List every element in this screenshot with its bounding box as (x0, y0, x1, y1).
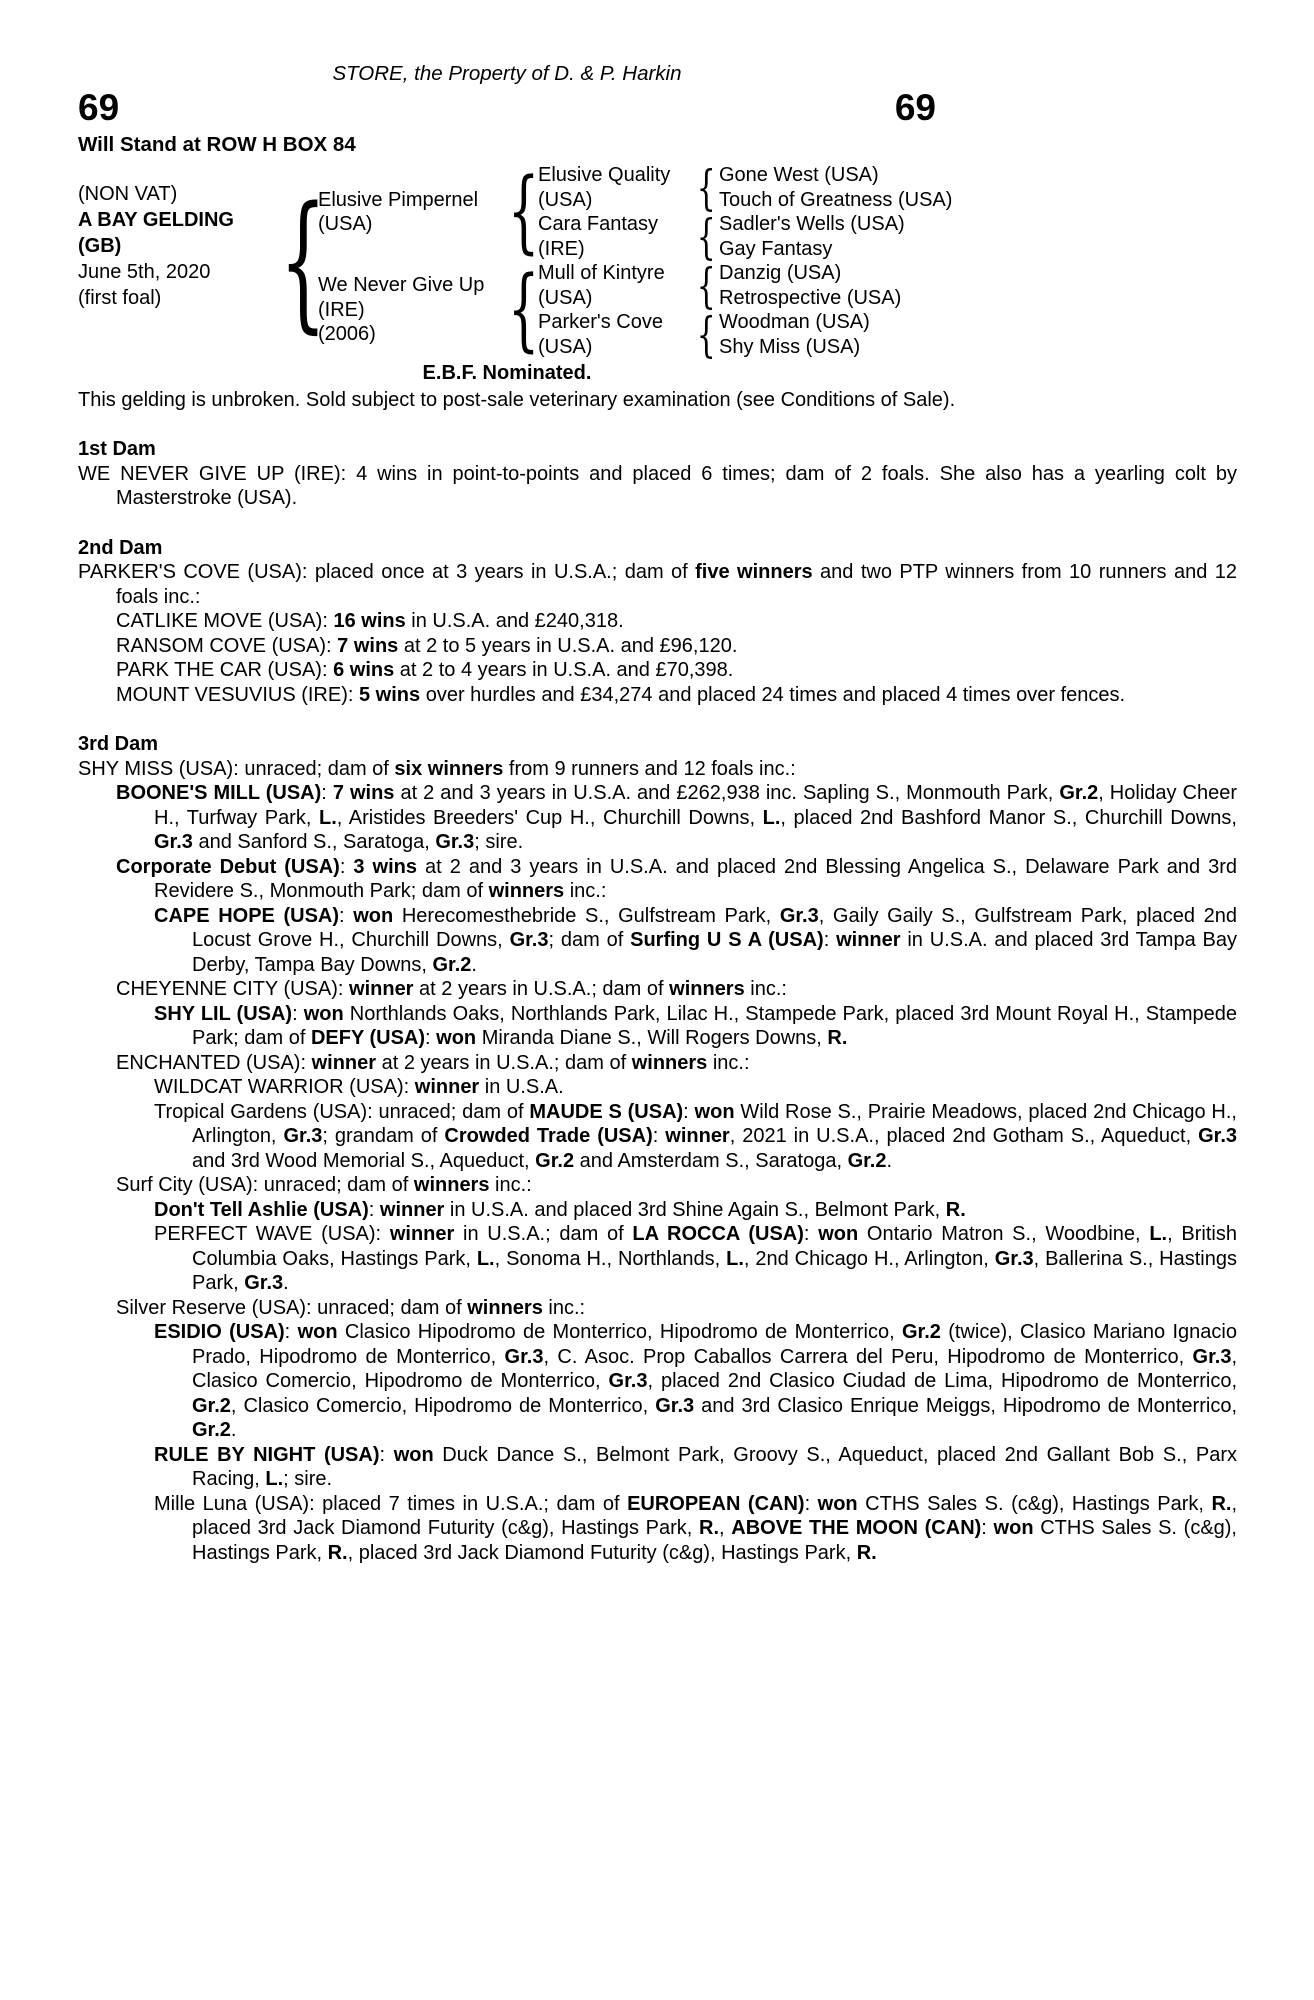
text-segment: winners (488, 880, 565, 902)
text-segment: inc.: (707, 1051, 750, 1074)
text-segment: winners (631, 1051, 708, 1074)
pedigree-name-line: Elusive Pimpernel (318, 188, 479, 211)
text-segment: at 2 years in U.S.A.; dam of (413, 978, 670, 1000)
dam-section-heading: 2nd Dam (78, 536, 163, 559)
page-title: STORE, the Property of D. & P. Harkin (332, 62, 682, 85)
text-segment: Gr.2 (432, 953, 472, 976)
text-segment: at 2 and 3 years in U.S.A. and placed 2nd Blessing Angelica S., Delaware Park and 3rd Revidere S., Monmouth Park; dam of (154, 855, 1237, 902)
text-segment: , Aristides Breeders' Cup H., Churchill Downs, (336, 806, 763, 829)
text-segment: : (683, 1100, 695, 1123)
lot-number-row (78, 88, 936, 128)
text-segment: L. (762, 806, 781, 829)
text-segment: , placed 3rd Jack Diamond Futurity (c&g), Hastings Park, (347, 1541, 857, 1564)
text-segment: PARKER'S COVE (USA): placed once at 3 years in U.S.A.; dam of (78, 561, 696, 583)
text-segment: at 2 to 5 years in U.S.A. and £96,120. (398, 634, 738, 657)
text-segment: L. (476, 1247, 495, 1270)
text-segment: . (886, 1149, 893, 1172)
pedigree-grandparent (538, 310, 693, 359)
text-segment: at 2 to 4 years in U.S.A. and £70,398. (394, 659, 734, 681)
text-segment: Herecomesthebride S., Gulfstream Park, (393, 904, 780, 927)
pedigree-great-grandparent: Touch of Greatness (USA) (719, 188, 953, 211)
pedigree-name-line: (USA) (538, 335, 593, 358)
pedigree-great-grandparent: Retrospective (USA) (719, 286, 902, 309)
text-segment: Gr.2 (535, 1149, 575, 1172)
pedigree-name-line: (USA) (538, 188, 593, 211)
text-segment: Corporate Debut (USA) (116, 855, 340, 878)
text-segment: : (300, 1051, 312, 1074)
text-segment: R. (945, 1198, 966, 1221)
text-segment: Gr.3 (779, 904, 819, 927)
text-segment: ESIDIO (USA) (154, 1321, 285, 1343)
text-segment: winner (414, 1076, 480, 1098)
pedigree-name-line: (USA) (538, 286, 593, 309)
curly-brace-icon: { (696, 306, 716, 363)
dam-section-heading: 3rd Dam (78, 733, 159, 755)
text-segment: RULE BY NIGHT (USA) (154, 1443, 380, 1466)
text-segment: CATLIKE MOVE (USA) (116, 610, 323, 632)
pedigree-name-line: Parker's Cove (538, 311, 663, 333)
text-segment: R. (699, 1517, 719, 1539)
text-segment: WILDCAT WARRIOR (USA) (154, 1076, 404, 1098)
curly-brace-icon: { (696, 257, 716, 314)
text-segment: R. (327, 1541, 348, 1564)
text-segment: inc.: (489, 1174, 532, 1196)
text-segment: L. (318, 806, 337, 829)
text-segment: five winners (695, 561, 813, 583)
text-segment: CTHS Sales S. (c&g), Hastings Park, (192, 1517, 1237, 1564)
text-segment: , Sonoma H., Northlands, (494, 1247, 727, 1270)
text-segment: 16 wins (333, 610, 406, 632)
text-segment: , 2021 in U.S.A., placed 2nd Gotham S., Aqueduct, (729, 1125, 1199, 1147)
pedigree-great-grandparent: Sadler's Wells (USA) (719, 213, 905, 235)
text-segment: , C. Asoc. Prop Caballos Carrera del Peru, Hipodromo de Monterrico, (543, 1345, 1193, 1368)
text-segment: SHY MISS (USA): unraced; dam of (78, 757, 395, 780)
text-segment: Duck Dance S., Belmont Park, Groovy S., Aqueduct, placed 2nd Gallant Bob S., Parx Racing, (192, 1443, 1237, 1490)
pedigree-paragraph (154, 1075, 1237, 1100)
text-segment: Gr.3 (244, 1272, 284, 1294)
text-segment: Crowded Trade (USA) (444, 1125, 653, 1147)
lot-number-left: 69 (78, 87, 120, 128)
pedigree-grid (78, 159, 963, 363)
text-segment: at 2 years in U.S.A.; dam of (376, 1051, 632, 1074)
curly-brace-icon: { (696, 208, 716, 265)
curly-brace-icon: { (279, 175, 327, 347)
text-segment: over hurdles and £34,274 and placed 24 times and placed 4 times over fences. (420, 683, 1126, 706)
text-segment: winner (379, 1198, 445, 1221)
pedigree-brace-gen3 (693, 257, 719, 314)
text-segment: 5 wins (359, 683, 421, 706)
text-segment: R. (827, 1027, 848, 1049)
text-segment: and 3rd Clasico Enrique Meiggs, Hipodromo de Monterrico, (694, 1394, 1237, 1417)
pedigree-paragraph (154, 1222, 1237, 1296)
text-segment: 7 wins (332, 782, 395, 804)
text-segment: : (284, 1321, 298, 1343)
text-segment: L. (726, 1247, 744, 1270)
text-segment: in U.S.A. and placed 3rd Tampa Bay Derby, Tampa Bay Downs, (192, 929, 1237, 976)
curly-brace-icon: { (696, 159, 716, 216)
text-segment: winner (665, 1125, 730, 1147)
pedigree-info-line: (GB) (78, 235, 122, 257)
pedigree-paragraph (116, 634, 1237, 659)
text-segment: Gr.3 (435, 831, 475, 853)
text-segment: . (471, 953, 477, 976)
text-segment: Clasico Hipodromo de Monterrico, Hipodromo de Monterrico, (337, 1321, 902, 1343)
text-segment: , Ballerina S., Hastings Park, (192, 1247, 1237, 1294)
text-segment: : (803, 1223, 819, 1245)
pedigree-grandparent (538, 163, 693, 212)
text-segment: SHY LIL (USA) (154, 1002, 293, 1025)
text-segment: Gr.3 (655, 1394, 695, 1417)
text-segment: ; dam of (548, 929, 631, 951)
text-segment: , British Columbia Oaks, Hastings Park, (192, 1223, 1237, 1270)
pedigree-text-sections (78, 437, 1237, 1565)
text-segment: : (375, 1223, 390, 1245)
text-segment: PARK THE CAR (USA) (116, 659, 322, 681)
text-segment: winners (669, 978, 745, 1000)
text-segment: BOONE'S MILL (USA) (116, 782, 322, 804)
text-segment: : (339, 904, 354, 927)
text-segment: in U.S.A. and placed 3rd Shine Again S., Belmont Park, (444, 1198, 946, 1221)
lot-number-right: 69 (894, 87, 936, 128)
pedigree-info-line: A BAY GELDING (78, 209, 234, 231)
text-segment: LA ROCCA (USA) (632, 1223, 804, 1245)
page-header (78, 62, 936, 157)
pedigree-paragraph (116, 683, 1237, 708)
pedigree-paragraph (154, 1492, 1237, 1566)
pedigree-paragraph (116, 609, 1237, 634)
text-segment: L. (1149, 1223, 1168, 1245)
text-segment: , Gaily Gaily S., Gulfstream Park, placed 2nd Locust Grove H., Churchill Downs, (192, 904, 1238, 951)
pedigree-paragraph (116, 855, 1237, 904)
text-segment: CTHS Sales S. (c&g), Hastings Park, (857, 1492, 1212, 1515)
text-segment: Gr.2 (847, 1149, 887, 1172)
dam-section-heading: 1st Dam (78, 438, 156, 460)
pedigree-paragraph (78, 757, 1237, 782)
text-segment: Gr.2 (901, 1321, 941, 1343)
pedigree-brace-main (279, 163, 327, 359)
text-segment: won (818, 1223, 859, 1245)
text-segment: : (379, 1443, 394, 1466)
pedigree-great-grandparent: Danzig (USA) (719, 262, 842, 284)
text-segment: Gr.3 (994, 1247, 1034, 1270)
text-segment: : (321, 782, 333, 804)
stand-location: Will Stand at ROW H BOX 84 (78, 133, 356, 156)
pedigree-subject-info (78, 163, 288, 359)
text-segment: L. (265, 1468, 284, 1490)
text-segment: R. (856, 1541, 877, 1564)
text-segment: : (403, 1076, 415, 1098)
pedigree-dam (318, 261, 510, 359)
text-segment: at 2 and 3 years in U.S.A. and £262,938 inc. Sapling S., Monmouth Park, (394, 782, 1060, 804)
text-segment: in U.S.A. (479, 1076, 564, 1098)
text-segment: ; grandam of (322, 1125, 445, 1147)
text-segment: . (283, 1272, 289, 1294)
pedigree-brace-gen2 (508, 257, 540, 362)
pedigree-great-grandparent: Shy Miss (USA) (719, 335, 861, 358)
pedigree-paragraph (116, 1296, 1237, 1321)
pedigree-name-line: (IRE) (538, 237, 585, 260)
text-segment: , placed 2nd Bashford Manor S., Churchill Downs, (780, 806, 1237, 829)
text-segment: ; sire. (283, 1468, 333, 1490)
pedigree-sire (318, 163, 510, 261)
text-segment: : (652, 1125, 666, 1147)
text-segment: MAUDE S (USA) (529, 1100, 684, 1123)
text-segment: inc.: (564, 880, 607, 902)
text-segment: , placed 2nd Clasico Ciudad de Lima, Hipodromo de Monterrico, (647, 1370, 1238, 1392)
text-segment: 7 wins (337, 634, 399, 657)
pedigree-great-grandparent: Woodman (USA) (719, 311, 870, 333)
text-segment: Gr.2 (1059, 782, 1099, 804)
ebf-nominated-note: E.B.F. Nominated. (422, 362, 592, 384)
pedigree-paragraph (154, 1443, 1237, 1492)
text-segment: won (694, 1100, 735, 1123)
pedigree-paragraph (154, 1198, 1237, 1223)
text-segment: 6 wins (333, 659, 395, 681)
text-segment: winner (349, 978, 414, 1000)
pedigree-paragraph (154, 1100, 1237, 1174)
pedigree-paragraph (116, 1051, 1237, 1076)
text-segment: PERFECT WAVE (USA) (154, 1223, 376, 1245)
text-segment: inc.: (542, 1296, 586, 1319)
pedigree-info-line: June 5th, 2020 (78, 261, 211, 283)
curly-brace-icon: { (508, 159, 540, 264)
text-segment: : (326, 634, 338, 657)
pedigree-paragraph (116, 1173, 1237, 1198)
text-segment: Gr.3 (608, 1370, 648, 1392)
text-segment: , Clasico Comercio, Hipodromo de Monterrico, (230, 1394, 656, 1417)
text-segment: EUROPEAN (CAN) (627, 1492, 805, 1515)
text-segment: and Sanford S., Saratoga, (192, 831, 436, 853)
pedigree-paragraph (78, 462, 1237, 511)
text-segment: Surfing U S A (USA) (630, 929, 824, 951)
pedigree-info-line: (first foal) (78, 287, 162, 309)
text-segment: : (368, 1198, 380, 1221)
text-segment: ABOVE THE MOON (CAN) (731, 1517, 982, 1539)
text-segment: : (322, 610, 334, 632)
pedigree-brace-gen2 (508, 159, 540, 264)
pedigree-paragraph (116, 658, 1237, 683)
text-segment: Gr.3 (504, 1345, 544, 1368)
pedigree-name-line: Elusive Quality (538, 164, 671, 186)
pedigree-info-line: (NON VAT) (78, 183, 178, 205)
text-segment: in U.S.A. and £240,318. (405, 610, 624, 632)
text-segment: , Clasico Comercio, Hipodromo de Monterrico, (192, 1345, 1238, 1392)
pedigree-paragraph (154, 904, 1238, 978)
text-segment: won (393, 1443, 434, 1466)
text-segment: inc.: (744, 978, 787, 1000)
text-segment: won (817, 1492, 858, 1515)
text-segment: : (981, 1517, 994, 1539)
text-segment: . (230, 1419, 237, 1441)
text-segment: ; sire. (474, 831, 524, 853)
text-segment: DEFY (USA) (310, 1027, 426, 1049)
text-segment: : (292, 1002, 304, 1025)
text-segment: six winners (394, 757, 504, 780)
text-segment: 3 wins (353, 855, 417, 878)
text-segment: RANSOM COVE (USA) (116, 634, 327, 657)
curly-brace-icon: { (508, 257, 540, 362)
pedigree-paragraph (116, 781, 1237, 855)
text-segment: CHEYENNE CITY (USA) (116, 978, 338, 1000)
text-segment: : (425, 1027, 437, 1049)
pedigree-great-grandparent: Gone West (USA) (719, 164, 879, 186)
text-segment: won (436, 1027, 477, 1049)
text-segment: : (347, 683, 359, 706)
pedigree-grandparent (538, 212, 693, 261)
pedigree-name-line: (USA) (318, 213, 373, 235)
text-segment: Gr.3 (1192, 1345, 1232, 1368)
text-segment: : (339, 855, 354, 878)
text-segment: , (719, 1517, 732, 1539)
pedigree-brace-gen3 (693, 208, 719, 265)
text-segment: , 2nd Chicago H., Arlington, (743, 1247, 995, 1270)
text-segment: : (337, 978, 350, 1000)
text-segment: Don't Tell Ashlie (USA) (154, 1198, 369, 1221)
text-segment: Gr.2 (192, 1394, 231, 1417)
text-segment: Mille Luna (USA): placed 7 times in U.S.A.; dam of (154, 1492, 628, 1515)
text-segment: Silver Reserve (USA): unraced; dam of (116, 1296, 468, 1319)
pedigree-paragraph (154, 1320, 1238, 1443)
text-segment: , placed 3rd Jack Diamond Futurity (c&g), Hastings Park, (192, 1492, 1237, 1539)
pedigree-paragraph (154, 1002, 1237, 1051)
text-segment: in U.S.A.; dam of (454, 1223, 633, 1245)
text-segment: R. (1211, 1492, 1232, 1515)
text-segment: Ontario Matron S., Woodbine, (858, 1223, 1150, 1245)
text-segment: Tropical Gardens (USA): unraced; dam of (154, 1100, 530, 1123)
text-segment: Northlands Oaks, Northlands Park, Lilac H., Stampede Park, placed 3rd Mount Royal H., Stampede Park; dam of (192, 1002, 1237, 1049)
pedigree-paragraph (116, 977, 1237, 1002)
pedigree-paragraph (78, 560, 1237, 609)
text-segment: and Amsterdam S., Saratoga, (574, 1149, 848, 1172)
text-segment: Gr.3 (154, 831, 193, 853)
pedigree-name-line: Cara Fantasy (538, 213, 659, 235)
text-segment: won (353, 904, 394, 927)
pedigree-grandparent (538, 261, 693, 310)
pedigree-name-line: We Never Give Up (318, 274, 485, 297)
text-segment: Gr.3 (283, 1125, 323, 1147)
text-segment: winner (311, 1051, 377, 1074)
text-segment: , Holiday Cheer H., Turfway Park, (154, 782, 1237, 829)
text-segment: from 9 runners and 12 foals inc.: (503, 757, 796, 780)
text-segment: winner (836, 929, 901, 951)
text-segment: (twice), Clasico Mariano Ignacio Prado, Hipodromo de Monterrico, (192, 1321, 1237, 1368)
text-segment: CAPE HOPE (USA) (154, 904, 340, 927)
text-segment: : (804, 1492, 818, 1515)
text-segment: MOUNT VESUVIUS (IRE) (116, 683, 348, 706)
pedigree-name-line: (2006) (318, 323, 376, 346)
text-segment: won (993, 1517, 1034, 1539)
text-segment: Miranda Diane S., Will Rogers Downs, (476, 1027, 828, 1049)
text-segment: won (297, 1321, 338, 1343)
text-segment: Wild Rose S., Prairie Meadows, placed 2nd Chicago H., Arlington, (192, 1100, 1237, 1147)
text-segment: WE NEVER GIVE UP (IRE): 4 wins in point-to-points and placed 6 times; dam of 2 foals. She also has a yearling colt by Masterstroke (USA). (78, 462, 1237, 509)
text-segment: : (823, 929, 837, 951)
text-segment: winners (467, 1296, 543, 1319)
pedigree-name-line: Mull of Kintyre (538, 262, 665, 284)
text-segment: : (321, 659, 334, 681)
pedigree-brace-gen3 (693, 159, 719, 216)
text-segment: Gr.3 (509, 929, 549, 951)
pedigree-brace-gen3 (693, 306, 719, 363)
text-segment: and two PTP winners from 10 runners and 12 foals inc.: (116, 561, 1237, 608)
text-segment: winner (389, 1223, 455, 1245)
text-segment: Gr.2 (192, 1419, 231, 1441)
text-segment: Gr.3 (1198, 1125, 1237, 1147)
text-segment: won (303, 1002, 344, 1025)
pedigree-name-line: (IRE) (318, 298, 365, 321)
pedigree-great-grandparent: Gay Fantasy (719, 237, 833, 260)
text-segment: Surf City (USA): unraced; dam of (116, 1174, 414, 1196)
sale-condition-note: This gelding is unbroken. Sold subject to post-sale veterinary examination (see Conditions of Sale). (78, 388, 956, 411)
text-segment: and 3rd Wood Memorial S., Aqueduct, (192, 1149, 536, 1172)
text-segment: winners (413, 1174, 490, 1196)
text-segment: ENCHANTED (USA) (116, 1051, 301, 1074)
